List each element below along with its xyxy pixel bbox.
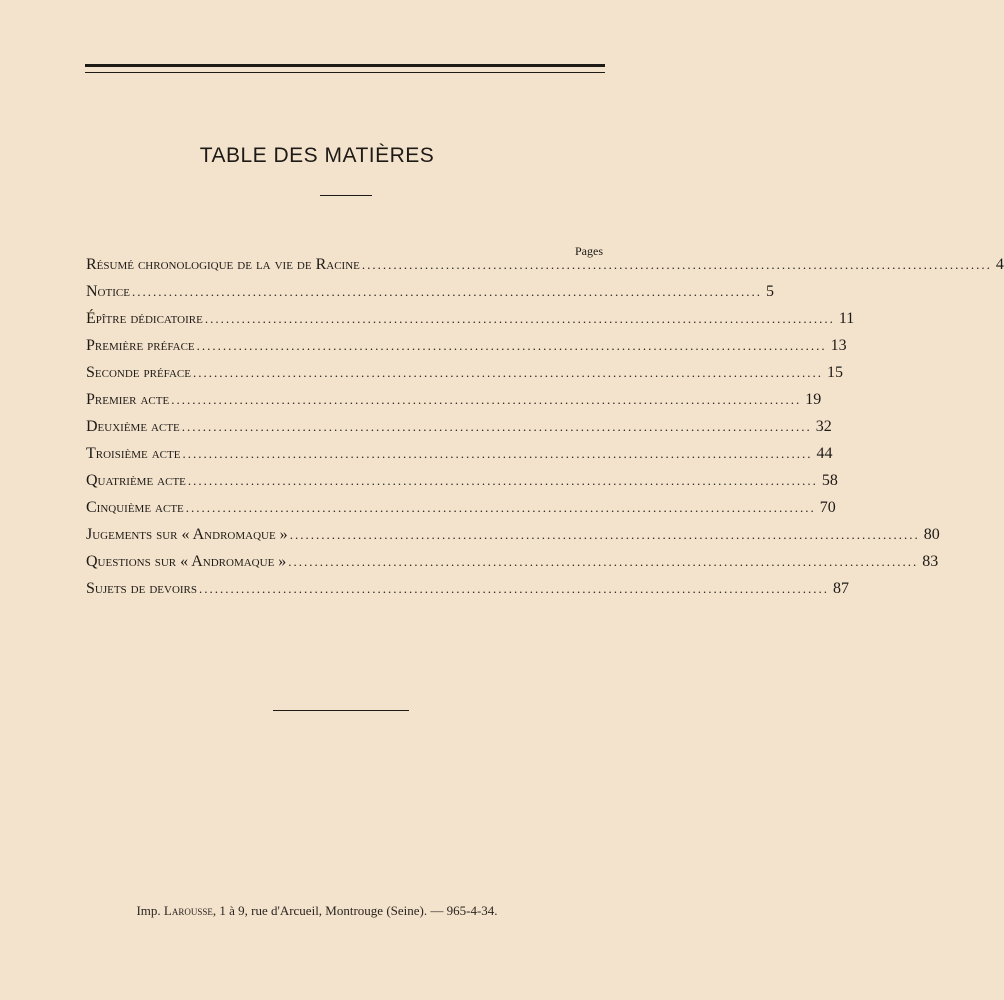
imprint-address: , 1 à 9, rue d'Arcueil, Montrouge (Seine). — 965-4-34.: [212, 903, 498, 918]
leader-dots: ........................................................................................................................: [192, 365, 823, 380]
toc-entry-title: Quatrième acte: [86, 472, 186, 489]
toc-entry-page: 32: [815, 418, 832, 435]
leader-dots: ........................................................................................................................: [196, 338, 827, 353]
toc-entry[interactable]: [86, 310, 855, 337]
toc-entry-page: 44: [816, 445, 833, 462]
toc-entry-title: Seconde préface: [86, 364, 191, 381]
leader-dots: ........................................................................................................................: [131, 284, 762, 299]
toc-entry[interactable]: [86, 418, 832, 445]
leader-dots: ........................................................................................................................: [289, 527, 920, 542]
toc-entry-page: 87: [833, 580, 850, 597]
toc-entry-title: Première préface: [86, 337, 195, 354]
imprint-prefix: Imp.: [136, 903, 161, 918]
toc-entry-page: 58: [821, 472, 838, 489]
toc-entry-page: 5: [765, 283, 774, 300]
page-title: TABLE DES MATIÈRES: [199, 144, 435, 167]
toc-entry-title: Premier acte: [86, 391, 170, 408]
toc-entry-title: Questions sur « Andromaque »: [86, 553, 287, 570]
toc-entry-page: 70: [819, 499, 836, 516]
toc-entry[interactable]: [86, 553, 939, 580]
leader-dots: ........................................................................................................................: [182, 446, 813, 461]
toc-entry-title: Sujets de devoirs: [86, 580, 198, 597]
leader-dots: ........................................................................................................................: [171, 392, 802, 407]
toc-entry[interactable]: [86, 445, 833, 472]
toc-entry[interactable]: [86, 580, 850, 607]
imprint-publisher: Larousse: [163, 903, 213, 918]
pages-column-label: Pages: [575, 244, 603, 258]
toc-entry-page: 11: [838, 310, 855, 327]
leader-dots: ........................................................................................................................: [204, 311, 835, 326]
title-underline: [320, 195, 372, 196]
toc-entry[interactable]: [86, 337, 847, 364]
leader-dots: ........................................................................................................................: [181, 419, 812, 434]
toc-entry-title: Notice: [86, 283, 130, 300]
header-rule-bottom: [85, 72, 605, 73]
leader-dots: ........................................................................................................................: [185, 500, 816, 515]
toc-entry-page: 13: [830, 337, 847, 354]
toc-entry-page: 80: [923, 526, 940, 543]
leader-dots: ........................................................................................................................: [187, 473, 818, 488]
toc-entry[interactable]: [86, 499, 836, 526]
toc-entry[interactable]: [86, 364, 843, 391]
toc-entry[interactable]: [86, 283, 774, 310]
toc-entry[interactable]: [86, 391, 822, 418]
toc-entry-title: Deuxième acte: [86, 418, 180, 435]
toc-entry-page: 83: [922, 553, 939, 570]
toc-entry[interactable]: [86, 472, 838, 499]
toc-entry-title: Jugements sur « Andromaque »: [86, 526, 288, 543]
toc-entry-title: Cinquième acte: [86, 499, 184, 516]
toc-entry-title: Troisième acte: [86, 445, 181, 462]
leader-dots: ........................................................................................................................: [199, 581, 830, 596]
toc-entry-title: Résumé chronologique de la vie de Racine: [86, 256, 360, 273]
printer-imprint: [0, 903, 634, 919]
toc-entry[interactable]: [86, 256, 1004, 283]
toc-entry-page: 4: [995, 256, 1004, 273]
leader-dots: ........................................................................................................................: [361, 257, 992, 272]
toc-entry-page: 19: [805, 391, 822, 408]
leader-dots: ........................................................................................................................: [288, 554, 919, 569]
toc-entry-page: 15: [826, 364, 843, 381]
toc-entry[interactable]: [86, 526, 940, 553]
header-rule-top: [85, 64, 605, 67]
section-divider: [273, 710, 409, 711]
toc-entry-title: Épître dédicatoire: [86, 310, 203, 327]
table-of-contents: [86, 256, 1004, 607]
